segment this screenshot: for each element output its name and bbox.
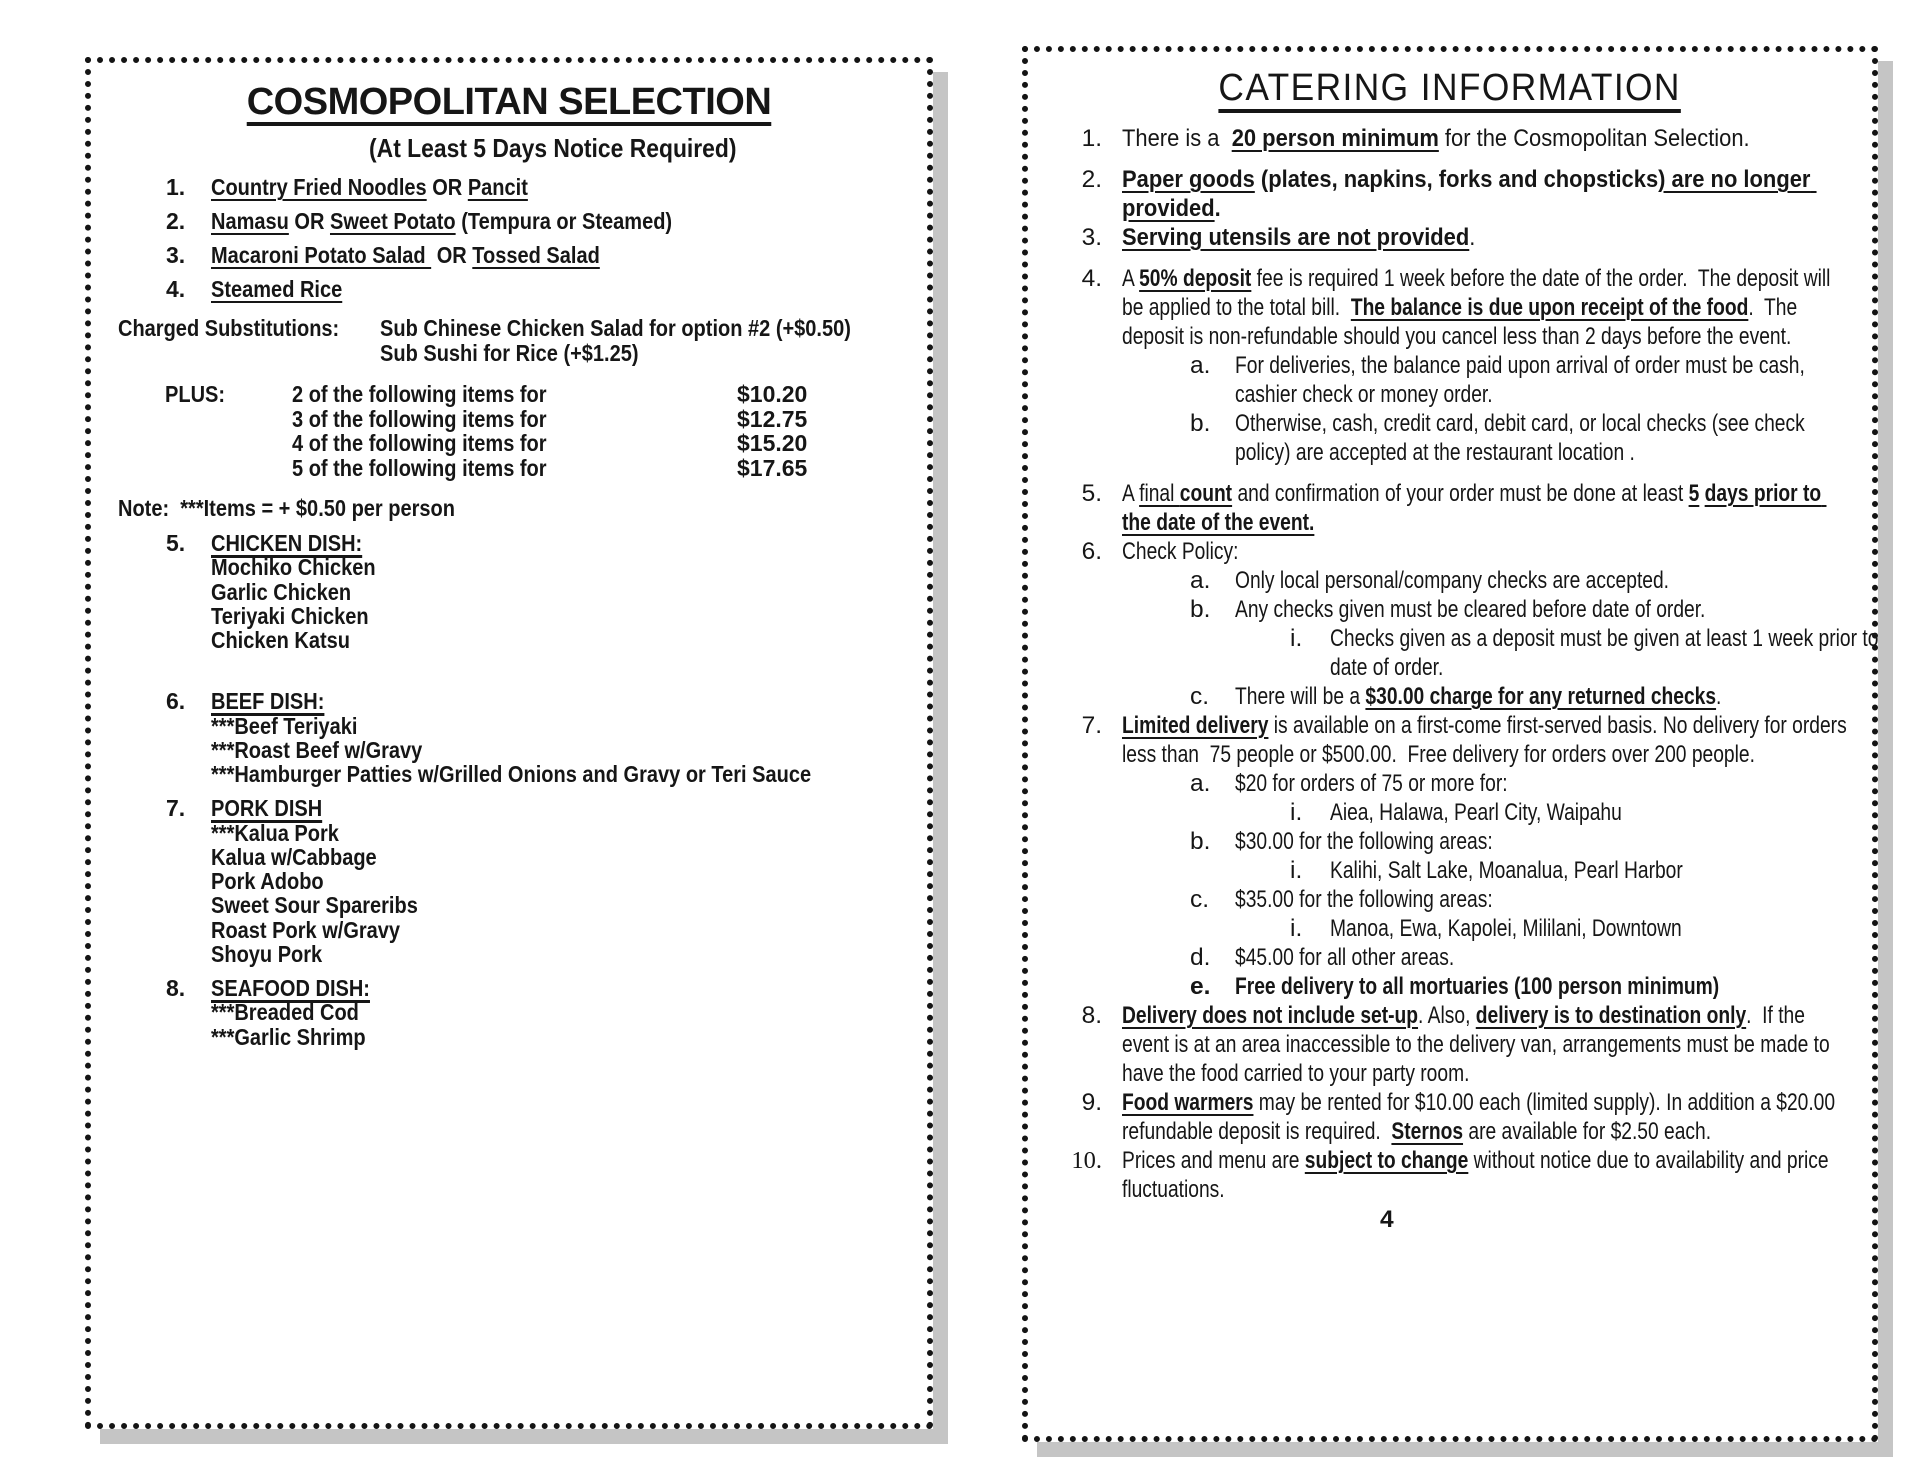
catering-item-text	[1122, 479, 1852, 537]
plus-row-text-inner: 3 of the following items for	[292, 405, 547, 432]
dish-section-number: 8.	[166, 975, 186, 1001]
dish-item	[211, 1000, 927, 1024]
text-segment: $35.00 for the following areas:	[1235, 886, 1493, 913]
plus-row-text-inner: 5 of the following items for	[292, 454, 547, 481]
dish-item	[211, 604, 927, 628]
catering-item-text	[1122, 124, 1856, 153]
text-segment: Manoa, Ewa, Kapolei, Mililani, Downtown	[1330, 915, 1682, 942]
text-segment: may be rented for $10.00 each (limited supply). In addition a $20.00 refundable deposit is required.	[1122, 1089, 1841, 1145]
page-title-text: COSMOPOLITAN SELECTION	[246, 81, 772, 123]
dish-item	[211, 918, 927, 942]
plus-pricing-rows	[292, 382, 927, 480]
text-segment: Free delivery to all mortuaries (100 person minimum)	[1235, 973, 1720, 1000]
text-segment: . Also,	[1418, 1002, 1476, 1029]
dish-item	[211, 714, 927, 738]
dish-item-text: Chicken Katsu	[211, 627, 350, 653]
text-segment: The balance is due upon receipt of the food	[1350, 294, 1749, 321]
catering-item	[1028, 537, 1872, 566]
catering-item	[1028, 566, 1872, 595]
cosmopolitan-selection-page	[85, 57, 933, 1429]
text-segment: count	[1179, 480, 1233, 507]
dish-item	[211, 580, 927, 604]
catering-item	[1028, 885, 1872, 914]
text-segment: Sternos	[1391, 1118, 1464, 1145]
note-line	[91, 496, 927, 521]
dish-item-text: Shoyu Pork	[211, 940, 323, 967]
menu-option	[91, 175, 927, 199]
text-segment: OR	[431, 242, 473, 268]
text-segment: Otherwise, cash, credit card, debit card, or local checks (see check policy) are accepted at the restaurant location .	[1235, 410, 1811, 466]
catering-item-marker: a.	[1190, 352, 1211, 379]
catering-item-text	[1122, 1001, 1852, 1088]
catering-item	[1028, 1088, 1872, 1146]
catering-item	[1028, 479, 1872, 537]
catering-item-marker: 6.	[1081, 538, 1102, 565]
menu-option	[91, 277, 927, 301]
dish-item-text: ***Breaded Cod	[211, 999, 359, 1026]
catering-item-marker: i.	[1290, 799, 1303, 826]
text-segment: and confirmation of your order must be done at least	[1232, 480, 1689, 507]
catering-item	[1028, 914, 1872, 943]
text-segment: Only local personal/company checks are accepted.	[1235, 567, 1670, 594]
text-segment: Check Policy:	[1122, 538, 1239, 565]
catering-item-marker: a.	[1190, 567, 1211, 594]
catering-item	[1028, 827, 1872, 856]
text-segment: Country Fried Noodles	[211, 174, 427, 200]
text-segment: Steamed Rice	[211, 276, 343, 302]
plus-row-price: $10.20	[737, 381, 808, 407]
catering-information-page	[1022, 46, 1884, 1442]
catering-info-list	[1028, 124, 1884, 1204]
charged-substitution-line	[380, 341, 921, 366]
menu-options-list	[91, 175, 927, 301]
catering-item-marker: c.	[1190, 683, 1210, 710]
catering-item-text	[1235, 351, 1861, 409]
text-segment: Pancit	[467, 174, 528, 200]
dish-item-text: Sweet Sour Spareribs	[211, 892, 418, 919]
plus-pricing-row	[292, 431, 927, 456]
dish-section-heading: BEEF DISH:	[211, 688, 325, 715]
catering-item	[1028, 595, 1872, 624]
dish-item	[211, 893, 927, 917]
text-segment: are available for $2.50 each.	[1463, 1118, 1712, 1145]
catering-item	[1028, 409, 1872, 467]
dish-item-text: ***Beef Teriyaki	[211, 712, 358, 739]
text-segment: Food warmers	[1122, 1089, 1254, 1116]
dish-item-text: ***Hamburger Patties w/Grilled Onions and Gravy or Teri Sauce	[211, 761, 812, 787]
dish-item	[211, 845, 927, 869]
charged-substitution-line-text: Sub Chinese Chicken Salad for option #2 (+$0.50)	[380, 315, 851, 341]
menu-option-text-inner	[211, 277, 342, 301]
catering-item-text	[1330, 798, 1895, 827]
dish-item-text: Garlic Chicken	[211, 578, 352, 605]
catering-item-marker: 4.	[1081, 265, 1102, 292]
dish-item-text: Kalua w/Cabbage	[211, 843, 377, 870]
menu-option-text	[211, 277, 927, 301]
text-segment: . If the event is at an area inaccessible to the delivery van, arrangements must be made to have the food carried to your party room.	[1122, 1002, 1836, 1087]
dish-item	[211, 555, 927, 579]
dish-section-heading: CHICKEN DISH:	[211, 530, 363, 556]
menu-option-text-inner	[211, 243, 600, 267]
text-segment: $20 for orders of 75 or more for:	[1235, 770, 1508, 797]
catering-item	[1028, 264, 1872, 351]
dish-item	[211, 1025, 927, 1049]
menu-option-number: 1.	[166, 174, 186, 200]
catering-item-marker: e.	[1190, 973, 1211, 1000]
dish-item-text: Roast Pork w/Gravy	[211, 916, 401, 943]
page-subtitle-text: (At Least 5 Days Notice Required)	[369, 133, 737, 163]
dish-section-header	[166, 689, 927, 713]
catering-item	[1028, 943, 1872, 972]
catering-item-text	[1122, 1146, 1852, 1204]
text-segment: Macaroni Potato Salad	[211, 242, 432, 268]
dish-sections	[91, 531, 927, 1049]
dish-section	[91, 976, 927, 1049]
catering-item-marker: b.	[1190, 596, 1211, 623]
dish-section-heading: PORK DISH	[211, 795, 323, 822]
page-title	[91, 79, 927, 125]
text-segment: There is a	[1122, 125, 1232, 152]
dish-items	[166, 821, 927, 967]
charged-substitutions-label	[118, 316, 380, 366]
catering-item-text	[1122, 223, 1856, 252]
charged-substitutions-label-text: Charged Substitutions:	[118, 315, 340, 341]
text-segment: Prices and menu are	[1122, 1147, 1305, 1174]
text-segment: 20 person minimum	[1231, 125, 1439, 152]
menu-option	[91, 243, 927, 267]
charged-substitutions	[91, 316, 927, 366]
text-segment: Paper goods	[1122, 166, 1255, 193]
text-segment: Tossed Salad	[472, 242, 600, 268]
dish-section	[91, 531, 927, 652]
menu-option-text	[211, 243, 927, 267]
plus-label	[165, 382, 292, 480]
catering-item-text	[1330, 856, 1895, 885]
text-segment: OR	[426, 174, 468, 200]
dish-section-number: 7.	[166, 795, 186, 822]
text-segment: Namasu	[211, 208, 289, 234]
catering-item-marker: 9.	[1081, 1089, 1102, 1116]
catering-item-text	[1235, 769, 1861, 798]
text-segment: 50% deposit	[1139, 265, 1252, 292]
plus-row-price: $15.20	[737, 430, 808, 456]
catering-item	[1028, 1001, 1872, 1088]
plus-pricing-row	[292, 382, 927, 407]
plus-pricing-block	[91, 382, 927, 480]
menu-option-number: 3.	[166, 242, 186, 268]
text-segment: Any checks given must be cleared before date of order.	[1235, 596, 1706, 623]
catering-item-text	[1235, 885, 1861, 914]
catering-item-marker: 3.	[1081, 224, 1102, 251]
catering-item-marker: 7.	[1081, 712, 1102, 739]
text-segment: Kalihi, Salt Lake, Moanalua, Pearl Harbor	[1330, 857, 1683, 884]
catering-item-text	[1235, 943, 1861, 972]
plus-row-price: $17.65	[737, 454, 808, 481]
catering-item-text	[1122, 537, 1852, 566]
plus-pricing-row	[292, 456, 927, 481]
text-segment: $30.00 for the following areas:	[1235, 828, 1493, 855]
text-segment: is available on a first-come first-served basis. No delivery for orders less than 75 people or $500.00. Free delivery for orders over 200 people.	[1122, 712, 1853, 768]
catering-item-text	[1122, 264, 1852, 351]
catering-item	[1028, 351, 1872, 409]
catering-item	[1028, 165, 1872, 223]
text-segment: $30.00 charge for any returned checks	[1365, 683, 1717, 710]
dish-section-heading: SEAFOOD DISH:	[211, 975, 370, 1001]
dish-section-header	[166, 531, 927, 555]
plus-row-text	[292, 407, 737, 432]
text-segment: .	[1214, 195, 1221, 222]
dish-section	[91, 689, 927, 786]
text-segment: There will be a	[1235, 683, 1366, 710]
catering-item-marker: 2.	[1081, 166, 1102, 193]
text-segment: (plates, napkins, forks and chopsticks	[1254, 166, 1659, 193]
text-segment: Aiea, Halawa, Pearl City, Waipahu	[1330, 799, 1622, 826]
text-segment: A	[1122, 480, 1140, 507]
page-subtitle	[91, 131, 927, 165]
dish-items	[166, 555, 927, 652]
dish-items	[166, 1000, 927, 1049]
dish-item-text: ***Garlic Shrimp	[211, 1023, 366, 1050]
dish-item-text: ***Roast Beef w/Gravy	[211, 736, 423, 763]
dish-item	[211, 762, 927, 786]
text-segment: final	[1139, 480, 1180, 507]
dish-item-text: ***Kalua Pork	[211, 819, 339, 846]
text-segment: (Tempura or Steamed)	[455, 208, 673, 234]
catering-item-text	[1122, 1088, 1852, 1146]
menu-option-text	[211, 175, 927, 199]
catering-item	[1028, 798, 1872, 827]
text-segment: $45.00 for all other areas.	[1235, 944, 1455, 971]
catering-item-text	[1235, 682, 1861, 711]
catering-item	[1028, 124, 1872, 153]
text-segment: For deliveries, the balance paid upon arrival of order must be cash, cashier check or money order.	[1235, 352, 1811, 408]
catering-item-marker: d.	[1190, 944, 1211, 971]
catering-item-marker: c.	[1190, 886, 1210, 913]
plus-row-text	[292, 382, 737, 407]
page-title-text: CATERING INFORMATION	[1218, 67, 1682, 109]
dish-item	[211, 942, 927, 966]
catering-item	[1028, 1146, 1872, 1204]
catering-item-marker: 5.	[1081, 480, 1102, 507]
dish-item	[211, 821, 927, 845]
text-segment: ) are no longer provided	[1122, 166, 1817, 222]
catering-item-text	[1122, 165, 1856, 223]
dish-section-header	[166, 976, 927, 1000]
dish-section-number: 5.	[166, 530, 186, 556]
dish-section-header	[166, 796, 927, 820]
catering-item-marker: 10.	[1071, 1147, 1102, 1174]
catering-item-marker: 1.	[1081, 125, 1102, 152]
menu-option	[91, 209, 927, 233]
text-segment: fee is required 1 week before the date of the order. The deposit will be applied to the total bill.	[1122, 265, 1836, 321]
text-segment: subject to change	[1304, 1147, 1469, 1174]
dish-item	[211, 738, 927, 762]
catering-item	[1028, 223, 1872, 252]
text-segment: for the Cosmopolitan Selection.	[1438, 125, 1750, 152]
catering-item-marker: a.	[1190, 770, 1211, 797]
menu-option-text-inner	[211, 209, 672, 233]
catering-item	[1028, 856, 1872, 885]
dish-item-text: Teriyaki Chicken	[211, 602, 369, 629]
text-segment: delivery is to destination only	[1475, 1002, 1747, 1029]
dish-item	[211, 628, 927, 652]
catering-item	[1028, 682, 1872, 711]
dish-item-text: Pork Adobo	[211, 868, 324, 894]
text-segment: Serving utensils are not provided	[1122, 224, 1470, 251]
text-segment: Checks given as a deposit must be given at least 1 week prior to date of order.	[1330, 625, 1884, 681]
menu-option-text-inner	[211, 175, 528, 199]
text-segment: . The deposit is non-refundable should you cancel less than 2 days before the event.	[1122, 294, 1803, 350]
menu-option-number: 2.	[166, 208, 186, 234]
catering-item-text	[1235, 409, 1861, 467]
text-segment: Delivery does not include set-up	[1122, 1002, 1419, 1029]
catering-item-text	[1235, 972, 1861, 1001]
charged-substitution-line	[380, 316, 921, 341]
catering-item-marker: b.	[1190, 410, 1211, 437]
note-line-text: Note: ***Items = + $0.50 per person	[118, 495, 455, 521]
plus-row-text-inner: 4 of the following items for	[292, 430, 547, 456]
plus-pricing-row	[292, 407, 927, 432]
dish-section-number: 6.	[166, 688, 186, 715]
catering-item	[1028, 769, 1872, 798]
plus-row-text-inner: 2 of the following items for	[292, 381, 547, 407]
catering-item-marker: 8.	[1081, 1002, 1102, 1029]
dish-section	[91, 796, 927, 966]
catering-item-text	[1235, 566, 1861, 595]
menu-option-text	[211, 209, 927, 233]
catering-item-text	[1330, 914, 1895, 943]
text-segment: OR	[288, 208, 330, 234]
catering-item-marker: i.	[1290, 915, 1303, 942]
text-segment: without notice due to availability and price fluctuations.	[1122, 1147, 1834, 1203]
dish-item-text: Mochiko Chicken	[211, 554, 376, 581]
catering-item-text	[1235, 827, 1861, 856]
catering-item-text	[1235, 595, 1861, 624]
catering-item	[1028, 972, 1872, 1001]
text-segment: 5	[1688, 480, 1700, 507]
catering-item	[1028, 624, 1884, 682]
dish-item	[211, 869, 927, 893]
plus-row-text	[292, 431, 737, 456]
text-segment: A	[1122, 265, 1140, 292]
plus-row-text	[292, 456, 737, 481]
catering-item-marker: i.	[1290, 625, 1303, 652]
catering-item-text	[1330, 624, 1895, 682]
text-segment: .	[1716, 683, 1722, 710]
text-segment: .	[1469, 224, 1476, 251]
catering-item-marker: b.	[1190, 828, 1211, 855]
catering-item-marker: i.	[1290, 857, 1303, 884]
catering-item-text	[1122, 711, 1852, 769]
text-segment: Sweet Potato	[329, 208, 456, 234]
catering-item	[1028, 711, 1872, 769]
text-segment: Limited delivery	[1122, 712, 1269, 739]
menu-option-number: 4.	[166, 276, 186, 302]
text-segment: days prior to the date of the event.	[1122, 480, 1827, 536]
plus-row-price: $12.75	[737, 405, 808, 432]
plus-label-text: PLUS:	[165, 381, 226, 407]
page-number: 4	[1380, 1206, 1394, 1233]
charged-substitutions-lines	[380, 316, 921, 366]
charged-substitution-line-text: Sub Sushi for Rice (+$1.25)	[380, 340, 639, 366]
page-title	[1028, 64, 1872, 112]
dish-items	[166, 714, 927, 787]
